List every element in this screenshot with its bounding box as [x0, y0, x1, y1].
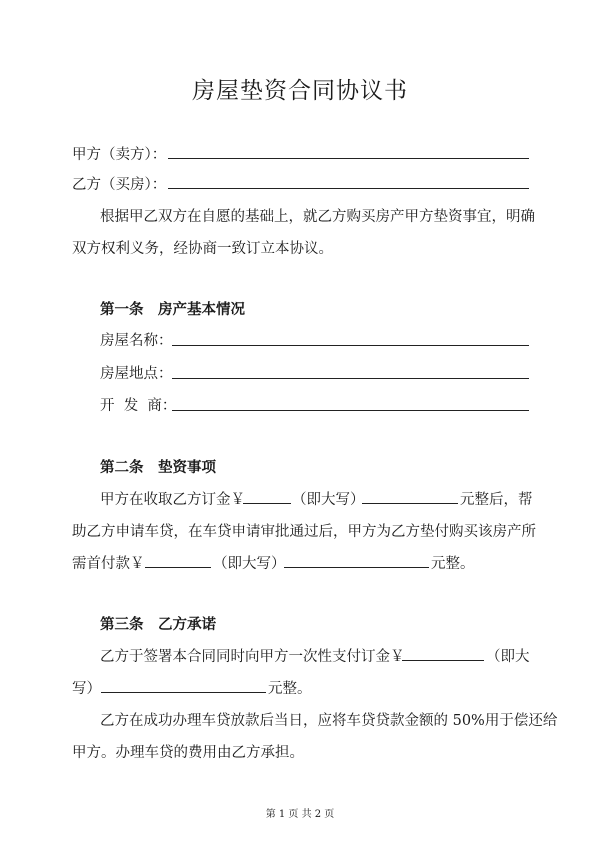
- art3-line1-start: 乙方于签署本合同同时向甲方一次性支付订金￥: [100, 649, 405, 665]
- prepay-capital-blank[interactable]: [101, 692, 266, 693]
- art2-line3-capital: （即大写）: [213, 556, 286, 572]
- developer-label: 开 发 商：: [100, 398, 177, 414]
- page-footer: 第 1 页 共 2 页: [265, 809, 335, 820]
- prepay-amount-blank[interactable]: [402, 660, 484, 661]
- art3-para2-line2: 甲方。办理车贷的费用由乙方承担。: [72, 745, 304, 761]
- art3-line2-end: 元整。: [268, 681, 312, 697]
- art2-line1-capital: （即大写）: [292, 492, 365, 508]
- deposit-amount-blank[interactable]: [243, 503, 291, 504]
- document-title: 房屋垫资合同协议书: [192, 78, 408, 104]
- party-b-blank[interactable]: [168, 188, 529, 189]
- house-location-label: 房屋地点：: [100, 366, 173, 382]
- art3-para2-line1: 乙方在成功办理车贷放款后当日，应将车贷贷款金额的 50%用于偿还给: [100, 713, 558, 729]
- house-location-blank[interactable]: [172, 378, 529, 379]
- intro-line-2: 双方权利义务，经协商一致订立本协议。: [72, 241, 333, 257]
- party-b-label: 乙方（买房）：: [72, 177, 167, 193]
- deposit-capital-blank[interactable]: [362, 503, 458, 504]
- house-name-label: 房屋名称：: [100, 333, 173, 349]
- art3-line2-start: 写）: [72, 681, 101, 697]
- intro-line-1: 根据甲乙双方在自愿的基础上，就乙方购买房产甲方垫资事宜，明确: [100, 209, 535, 225]
- developer-blank[interactable]: [172, 410, 529, 411]
- art2-line1-start: 甲方在收取乙方订金￥: [100, 492, 245, 508]
- art2-line1-end: 元整后，帮: [460, 492, 533, 508]
- art2-line3-end: 元整。: [431, 556, 475, 572]
- down-payment-amount-blank[interactable]: [145, 567, 211, 568]
- article-2-heading: 第二条 垫资事项: [100, 459, 216, 476]
- art2-line3-start: 需首付款￥: [72, 556, 145, 572]
- down-payment-capital-blank[interactable]: [284, 567, 429, 568]
- party-a-blank[interactable]: [168, 158, 529, 159]
- party-a-label: 甲方（卖方）：: [72, 147, 167, 163]
- art3-line1-end: （即大: [486, 649, 530, 665]
- house-name-blank[interactable]: [172, 345, 529, 346]
- art2-line2: 助乙方申请车贷，在车贷申请审批通过后，甲方为乙方垫付购买该房产所: [72, 524, 536, 540]
- article-1-heading: 第一条 房产基本情况: [100, 301, 245, 318]
- article-3-heading: 第三条 乙方承诺: [100, 616, 216, 633]
